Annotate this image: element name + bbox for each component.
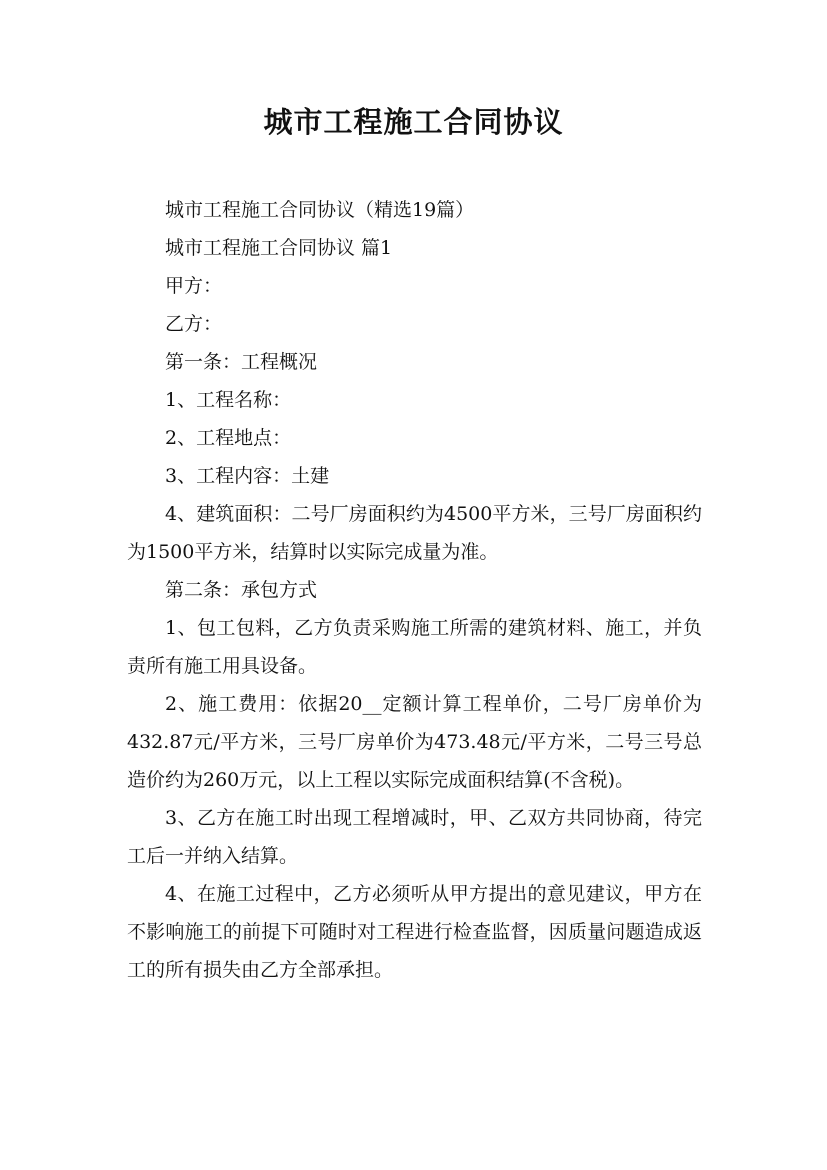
- document-title: 城市工程施工合同协议: [263, 105, 564, 139]
- paragraph-project-location: 2、工程地点：: [165, 427, 292, 449]
- paragraph-party-a: 甲方：: [165, 275, 223, 297]
- paragraph-changes: 3、乙方在施工时出现工程增减时，甲、乙双方共同协商，待完工后一并纳入结算。: [127, 807, 702, 867]
- paragraph-section-heading: 城市工程施工合同协议 篇1: [165, 237, 393, 259]
- document-body: [127, 191, 702, 989]
- paragraph-contract-scope: 1、包工包料，乙方负责采购施工所需的建筑材料、施工，并负责所有施工用具设备。: [127, 617, 702, 677]
- paragraph-subtitle: 城市工程施工合同协议（精选19篇）: [165, 199, 475, 221]
- paragraph-article-1: 第一条：工程概况: [165, 351, 318, 373]
- paragraph-supervision: 4、在施工过程中，乙方必须听从甲方提出的意见建议，甲方在不影响施工的前提下可随时对工程进行检查监督，因质量问题造成返工的所有损失由乙方全部承担。: [127, 883, 702, 981]
- paragraph-construction-fee: 2、施工费用：依据20__定额计算工程单价，二号厂房单价为432.87元/平方米，三号厂房单价为473.48元/平方米，二号三号总造价约为260万元，以上工程以实际完成面积结算(不含税)。: [127, 693, 702, 791]
- paragraph-building-area: 4、建筑面积：二号厂房面积约为4500平方米，三号厂房面积约为1500平方米，结算时以实际完成量为准。: [127, 503, 702, 563]
- paragraph-article-2: 第二条：承包方式: [165, 579, 318, 601]
- paragraph-party-b: 乙方：: [165, 313, 223, 335]
- paragraph-project-content: 3、工程内容：土建: [165, 465, 330, 487]
- paragraph-project-name: 1、工程名称：: [165, 389, 292, 411]
